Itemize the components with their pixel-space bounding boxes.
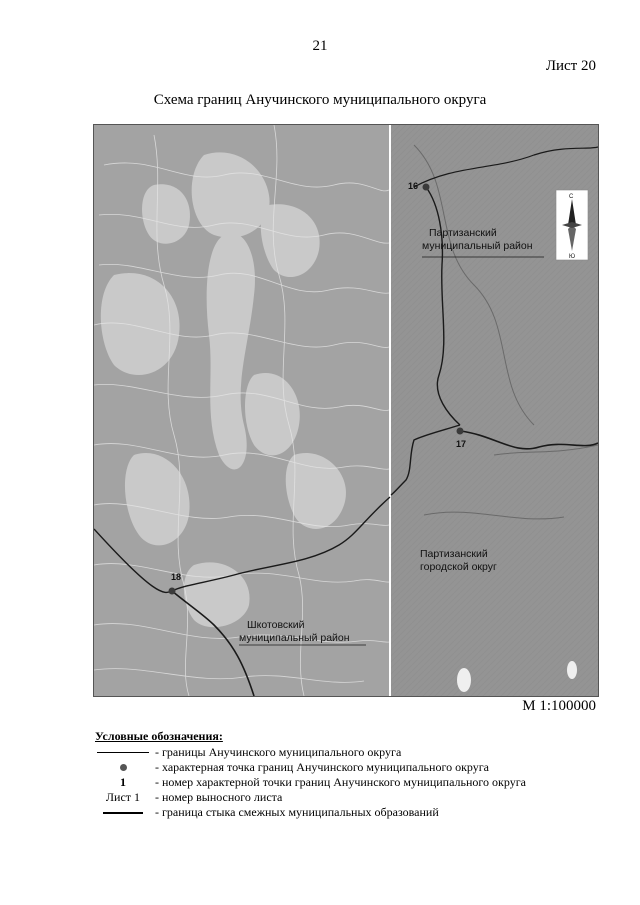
- legend-text: - характерная точка границ Анучинского муниципального округа: [155, 760, 489, 774]
- compass-icon: [556, 190, 588, 260]
- legend-item-junction: [95, 805, 615, 820]
- page-number: 21: [312, 38, 328, 54]
- boundary-point-16: [423, 184, 430, 191]
- legend-symbol-thick-line: [95, 812, 151, 814]
- legend-symbol-thin-line: [95, 752, 151, 753]
- compass-south-label: Ю: [569, 254, 576, 260]
- map-title: Схема границ Анучинского муниципального округа: [153, 92, 487, 108]
- legend-text: - границы Анучинского муниципального округа: [155, 745, 402, 759]
- legend-text: - номер выносного листа: [155, 790, 283, 804]
- region-label-partizansky-district-line2: муниципальный район: [422, 240, 533, 252]
- legend-item-point: [95, 760, 615, 775]
- legend-item-point-number: [95, 775, 615, 790]
- legend-symbol-dot: [95, 764, 151, 771]
- legend-text: - номер характерной точки границ Анучинского муниципального округа: [155, 775, 526, 789]
- boundary-point-17: [457, 428, 464, 435]
- legend-item-sheet: [95, 790, 615, 805]
- region-label-partizansky-district-line1: Партизанский: [429, 227, 497, 239]
- region-label-shkotovsky-line1: Шкотовский: [247, 619, 305, 631]
- legend-symbol-sheet: Лист 1: [105, 790, 141, 804]
- map-frame: [93, 124, 599, 697]
- compass-north-label: С: [569, 194, 574, 200]
- map-scale: М 1:100000: [522, 698, 596, 714]
- legend-title: Условные обозначения:: [95, 729, 223, 743]
- region-label-partizansky-city-line1: Партизанский: [420, 548, 488, 560]
- region-label-shkotovsky-line2: муниципальный район: [239, 632, 350, 644]
- sheet-label: Лист 20: [545, 58, 596, 74]
- legend: [95, 729, 615, 820]
- region-label-partizansky-city-line2: городской округ: [420, 561, 497, 573]
- point-label-17: 17: [456, 439, 467, 449]
- map-canvas: [94, 125, 598, 696]
- point-label-18: 18: [171, 572, 182, 582]
- legend-item-boundary: [95, 745, 615, 760]
- boundary-point-18: [169, 588, 176, 595]
- legend-symbol-number: 1: [120, 775, 126, 789]
- legend-text: - граница стыка смежных муниципальных образований: [155, 805, 439, 819]
- point-label-16: 16: [408, 181, 419, 191]
